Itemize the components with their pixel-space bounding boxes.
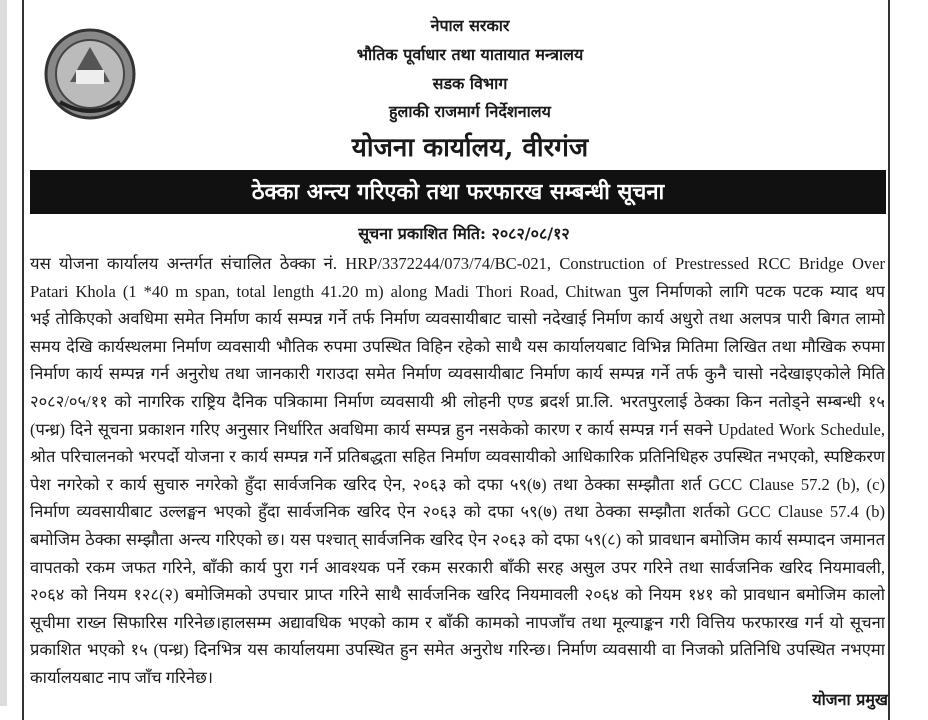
notice-body <box>30 250 885 692</box>
body-line: वापतको रकम जफत गरिने, बाँकी कार्य पुरा गर्न आवश्यक पर्ने रकम सरकारी बाँकी सरह असुल उपर गरिने तथा सार्वजनिक खरिद नियमावली, <box>30 557 885 577</box>
body-line: (पन्ध्र) दिने सूचना प्रकाशन गरिए अनुसार निर्धारित अवधिमा कार्य सम्पन्न हुन नसकेको कारण र कार्य सम्पन्न गर्न सक्ने Updated Work Schedule, <box>30 419 885 439</box>
body-line: यस योजना कार्यालय अन्तर्गत संचालित ठेक्का नं. HRP/3372244/073/74/BC-021, Construction of Prestressed RCC Bridge Over <box>30 254 885 273</box>
body-line: समय देखि कार्यस्थलमा निर्माण व्यवसायी भौतिक रुपमा उपस्थित विहिन रहेको साथै यस कार्यालयबाट विभिन्न मितिमा लिखित तथा मौखिक रुपमा <box>30 336 885 356</box>
body-line: सूचीमा राख्न सिफारिस गरिनेछ।हालसम्म अद्यावधिक भएको काम र बाँकी कामको नापजाँच तथा मूल्याङ्कन गरी वित्तिय फरफारख गर्न यो सूचना <box>30 612 885 632</box>
body-line: पेश नगरेको र कार्य सुचारु नगरेको हुँदा सार्वजनिक खरिद ऐन, २०६३ को दफा ५९(७) तथा ठेक्का सम्झौता शर्त GCC Clause 57.2 (b), (c) <box>30 474 885 494</box>
header-line-1: नेपाल सरकार <box>430 16 510 35</box>
body-line: २०८२/०५/११ को नागरिक राष्ट्रिय दैनिक पत्रिकामा निर्माण व्यवसायी श्री लोहनी एण्ड ब्रदर्श प्रा.लि. भरतपुरलाई ठेक्का किन नतोड्ने सम्बन्धी १५ <box>30 391 885 411</box>
body-line: निर्माण व्यवसायीबाट उल्लङ्घन भएको हुँदा सार्वजनिक खरिद ऐन २०६३ को दफा ५९(७) तथा ठेक्का सम्झौता शर्तको GCC Clause 57.4 (b) <box>30 502 885 522</box>
signature-title: योजना प्रमुख <box>812 690 888 709</box>
body-line: प्रकाशित भएको १५ (पन्ध्र) दिनभित्र यस कार्यालयमा उपस्थित हुन समेत अनुरोध गरिन्छ। निर्माण व्यवसायी वा निजको प्रतिनिधि उपस्थित नभएमा <box>30 640 885 660</box>
header-ministry: भौतिक पूर्वाधार तथा यातायात मन्त्रालय <box>356 45 584 64</box>
body-line: कार्यालयबाट नाप जाँच गरिनेछ। <box>30 667 214 687</box>
body-line: Patari Khola (1 *40 m span, total length 41.20 m) along Madi Thori Road, Chitwan पुल निर्माणको लागि पटक पटक म्याद थप <box>30 281 885 301</box>
published-date: सूचना प्रकाशित मिति: २०८२/०८/१२ <box>358 224 570 243</box>
page-edge <box>0 0 7 706</box>
government-emblem-icon <box>40 22 140 122</box>
body-line: भई तोकिएको अवधिमा समेत निर्माण कार्य सम्पन्न गर्ने तर्फ निर्माण व्यवसायीबाट चासो नदेखाई निर्माण कार्य अधुरो तथा अलपत्र पारी बिगत लामो <box>30 309 885 329</box>
body-line: निर्माण कार्य सम्पन्न गर्न अनुरोध तथा जानकारी गराउदा समेत निर्माण व्यवसायीबाट निर्माण कार्य सम्पन्न गर्ने तर्फ कुनै चासो नदेखाइएकोले मिति <box>30 364 885 384</box>
body-line: बमोजिम ठेक्का सम्झौता अन्त्य गरिएको छ। यस पश्चात् सार्वजनिक खरिद ऐन २०६३ को दफा ५९(८) को प्रावधान बमोजिम कार्य सम्पादन जमानत <box>30 529 885 549</box>
notice-title-bar: ठेक्का अन्त्य गरिएको तथा फरफारख सम्बन्धी सूचना <box>30 170 886 214</box>
body-line: श्रोत परिचालनको भरपर्दो योजना र कार्य सम्पन्न गर्ने प्रतिबद्धता सहित निर्माण व्यवसायीको आधिकारिक प्रतिनिधिहरु उपस्थित नभएको, स्पष्टिकरण <box>30 447 885 467</box>
body-line: २०६४ को नियम १२८(२) बमोजिमको उपचार प्राप्त गरिने साथै सार्वजनिक खरिद नियमावली २०६४ को नियम १४१ को प्रावधान बमोजिम कालो <box>30 585 885 605</box>
header-directorate: हुलाकी राजमार्ग निर्देशनालय <box>389 102 551 121</box>
header-department: सडक विभाग <box>432 74 508 93</box>
header-office: योजना कार्यालय, वीरगंज <box>351 133 589 163</box>
